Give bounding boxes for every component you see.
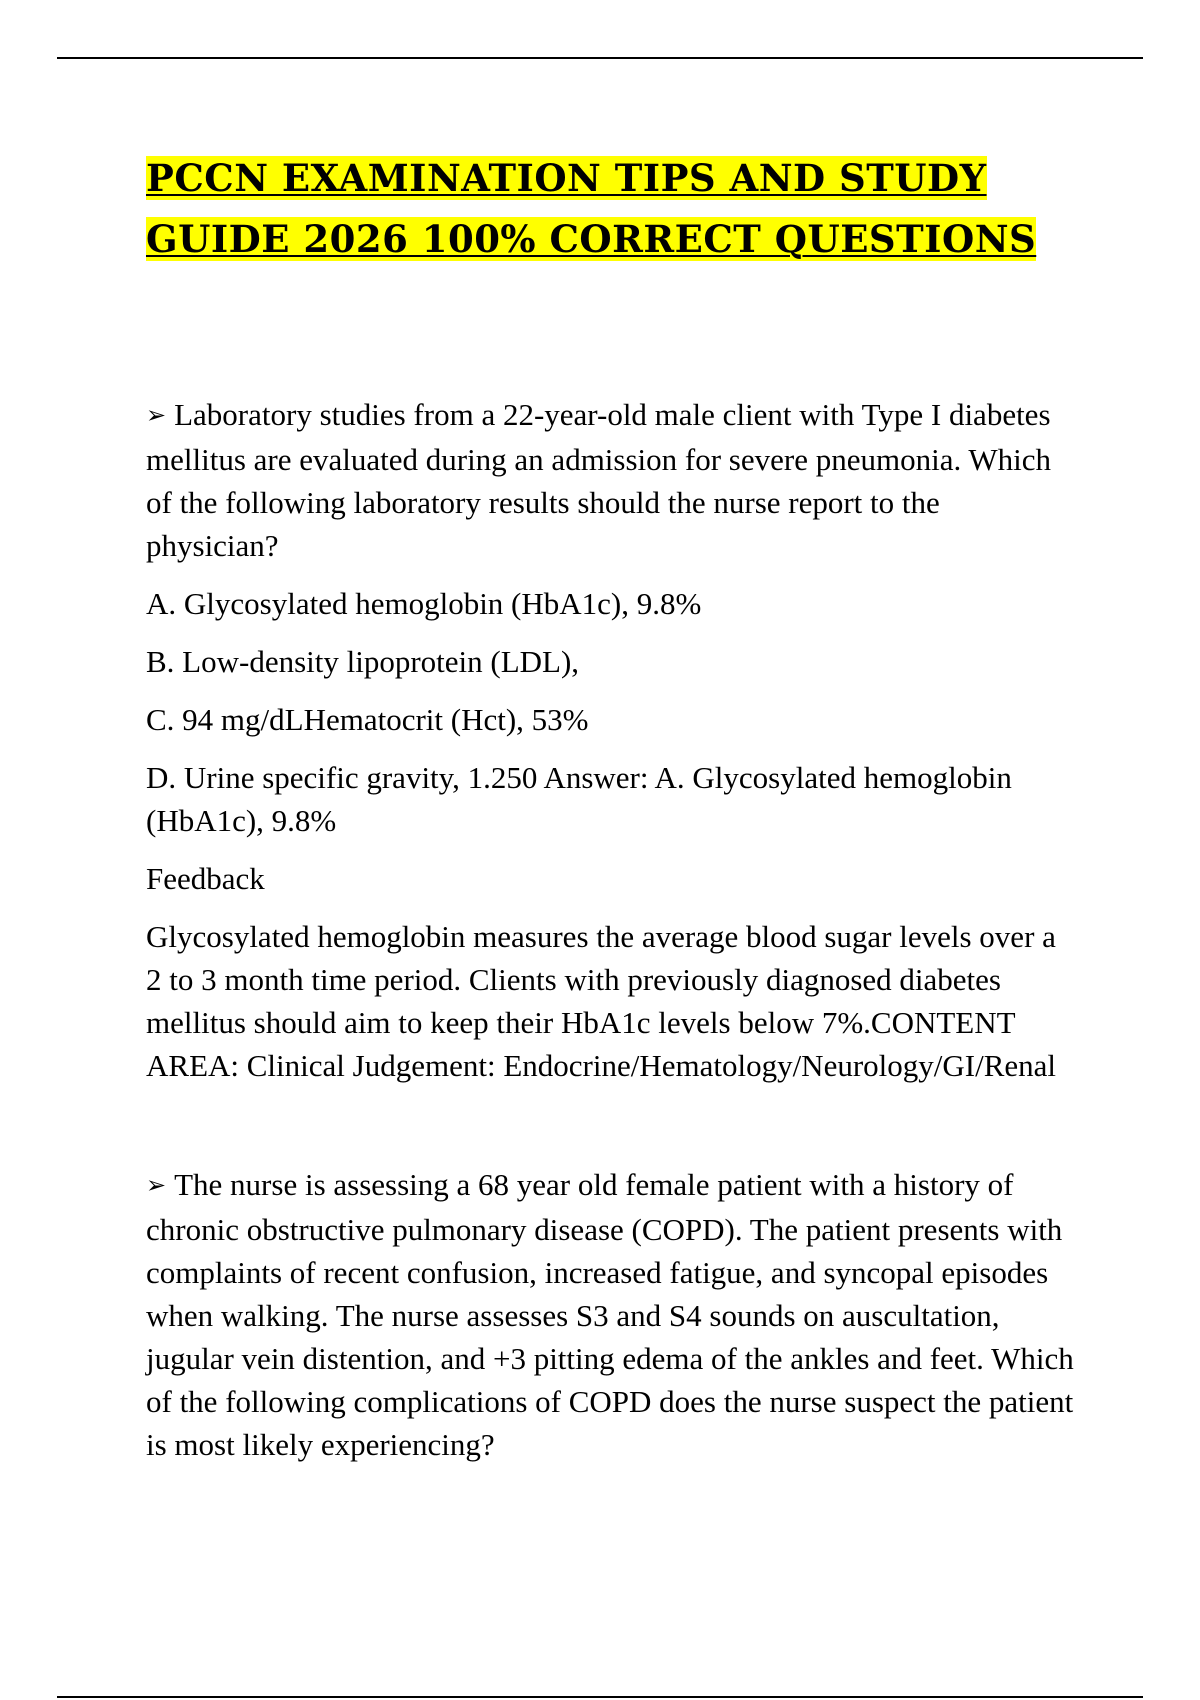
answer-option-c: C. 94 mg/dLHematocrit (Hct), 53%	[146, 702, 589, 737]
answer-option-a: A. Glycosylated hemoglobin (HbA1c), 9.8%	[146, 586, 702, 621]
arrow-bullet-icon: ➢	[146, 1173, 167, 1199]
page-content	[146, 148, 1076, 1466]
title-highlight: PCCN EXAMINATION TIPS AND STUDY GUIDE 2026 100% CORRECT QUESTIONS	[146, 156, 1037, 261]
feedback-text: Glycosylated hemoglobin measures the average blood sugar levels over a 2 to 3 month time period. Clients with previously diagnosed diabetes mellitus should aim to keep their HbA1c levels below 7%.CONTENT AREA: Clinical Judgement: Endocrine/Hematology/Neurology/GI/Renal	[146, 919, 1057, 1083]
question-stem	[146, 1163, 1076, 1466]
question-stem	[146, 393, 1076, 567]
bottom-rule	[57, 1696, 1143, 1698]
question-stem-text: Laboratory studies from a 22-year-old male client with Type I diabetes mellitus are evaluated during an admission for severe pneumonia. Which of the following laboratory results should the nurse report to the physician?	[146, 397, 1052, 563]
question-2	[146, 1163, 1076, 1466]
answer-option-d: D. Urine specific gravity, 1.250 Answer: A. Glycosylated hemoglobin (HbA1c), 9.8%	[146, 760, 1012, 838]
feedback-heading: Feedback	[146, 861, 265, 896]
answer-option-b: B. Low-density lipoprotein (LDL),	[146, 644, 580, 679]
arrow-bullet-icon: ➢	[146, 403, 167, 429]
top-rule	[57, 57, 1143, 59]
question-1	[146, 393, 1076, 1087]
question-stem-text: The nurse is assessing a 68 year old female patient with a history of chronic obstructive pulmonary disease (COPD). The patient presents with complaints of recent confusion, increased fatigue, and syncopal episodes when walking. The nurse assesses S3 and S4 sounds on auscultation, jugular vein distention, and +3 pitting edema of the ankles and feet. Which of the following complications of COPD does the nurse suspect the patient is most likely experiencing?	[146, 1167, 1074, 1462]
document-title	[146, 148, 1076, 270]
